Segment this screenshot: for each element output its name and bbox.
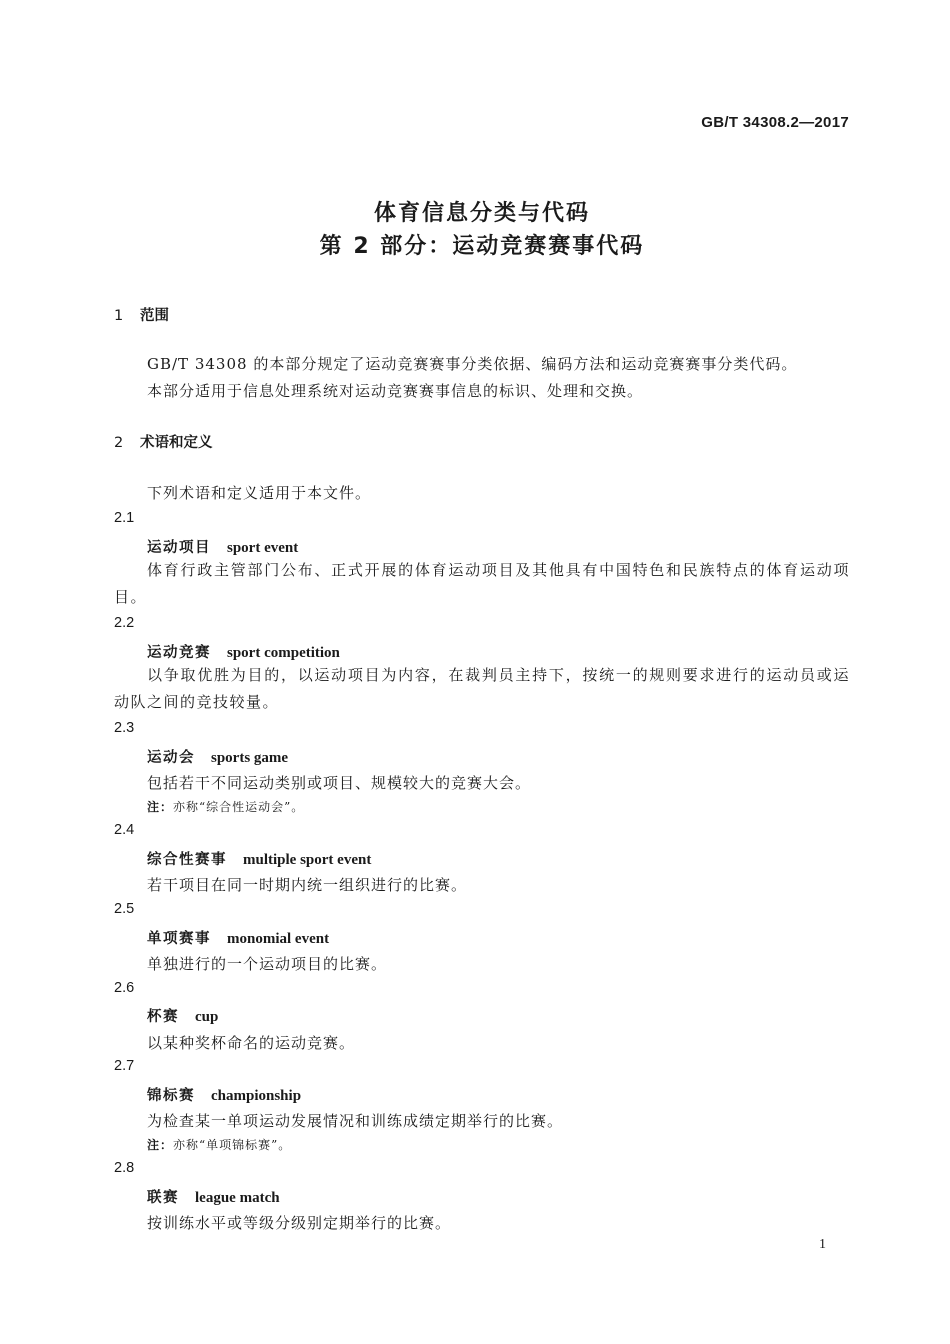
clause-number: 2.2 — [114, 615, 135, 631]
term-entry — [147, 641, 340, 662]
term-en: cup — [195, 1009, 219, 1025]
term-zh: 杯赛 — [147, 1009, 179, 1025]
note-text: 亦称“综合性运动会”。 — [173, 800, 305, 814]
term-note — [147, 798, 304, 815]
document-title: 体育信息分类与代码 — [373, 201, 590, 226]
term-en: multiple sport event — [243, 852, 372, 868]
standard-code: GB/T 34308.2—2017 — [701, 114, 849, 131]
section-title: 术语和定义 — [140, 435, 213, 451]
term-definition: 若干项目在同一时期内统一组织进行的比赛。 — [147, 876, 468, 894]
clause-number: 2.8 — [114, 1160, 135, 1176]
term-definition: 按训练水平或等级分级别定期举行的比赛。 — [147, 1214, 452, 1232]
term-definition: 为检查某一单项运动发展情况和训练成绩定期举行的比赛。 — [147, 1112, 564, 1130]
section-heading-scope — [114, 304, 169, 325]
term-entry — [147, 1005, 218, 1026]
term-entry — [147, 848, 371, 869]
section-number: 2 — [114, 435, 124, 451]
scope-paragraph: 本部分适用于信息处理系统对运动竞赛赛事信息的标识、处理和交换。 — [147, 382, 644, 400]
term-zh: 运动项目 — [147, 540, 211, 556]
term-en: sports game — [211, 750, 289, 766]
term-entry — [147, 746, 288, 767]
term-note — [147, 1136, 291, 1153]
term-en: league match — [195, 1190, 280, 1206]
document-subtitle: 第 2 部分：运动竞赛赛事代码 — [319, 234, 645, 259]
note-label: 注： — [147, 1138, 174, 1152]
term-entry — [147, 927, 329, 948]
clause-number: 2.3 — [114, 720, 135, 736]
term-definition: 单独进行的一个运动项目的比赛。 — [147, 955, 388, 973]
term-definition: 以争取优胜为目的，以运动项目为内容，在裁判员主持下，按统一的规则要求进行的运动员或运动队之间的竞技较量。 — [114, 666, 850, 711]
term-definition: 以某种奖杯命名的运动竞赛。 — [147, 1034, 356, 1052]
clause-number: 2.1 — [114, 510, 135, 526]
clause-number: 2.4 — [114, 822, 135, 838]
note-label: 注： — [147, 800, 174, 814]
clause-number: 2.5 — [114, 901, 135, 917]
term-entry — [147, 536, 298, 557]
term-zh: 单项赛事 — [147, 931, 211, 947]
term-zh: 运动竞赛 — [147, 645, 211, 661]
term-entry — [147, 1186, 280, 1207]
term-definition: 包括若干不同运动类别或项目、规模较大的竞赛大会。 — [147, 774, 532, 792]
term-zh: 运动会 — [147, 750, 195, 766]
term-zh: 锦标赛 — [147, 1088, 195, 1104]
term-en: monomial event — [227, 931, 330, 947]
clause-number: 2.6 — [114, 980, 135, 996]
clause-number: 2.7 — [114, 1058, 135, 1074]
section-heading-terms — [114, 431, 213, 452]
terms-intro: 下列术语和定义适用于本文件。 — [147, 484, 372, 502]
page-number: 1 — [819, 1237, 826, 1252]
term-en: championship — [211, 1088, 302, 1104]
term-entry — [147, 1084, 301, 1105]
section-number: 1 — [114, 308, 124, 324]
note-text: 亦称“单项锦标赛”。 — [173, 1138, 292, 1152]
term-en: sport competition — [227, 645, 340, 661]
scope-paragraph: GB/T 34308 的本部分规定了运动竞赛赛事分类依据、编码方法和运动竞赛赛事分类代码。 — [147, 355, 798, 373]
term-zh: 综合性赛事 — [147, 852, 227, 868]
term-definition: 体育行政主管部门公布、正式开展的体育运动项目及其他具有中国特色和民族特点的体育运动项目。 — [114, 561, 850, 606]
term-zh: 联赛 — [147, 1190, 179, 1206]
term-en: sport event — [227, 540, 299, 556]
section-title: 范围 — [140, 308, 169, 324]
